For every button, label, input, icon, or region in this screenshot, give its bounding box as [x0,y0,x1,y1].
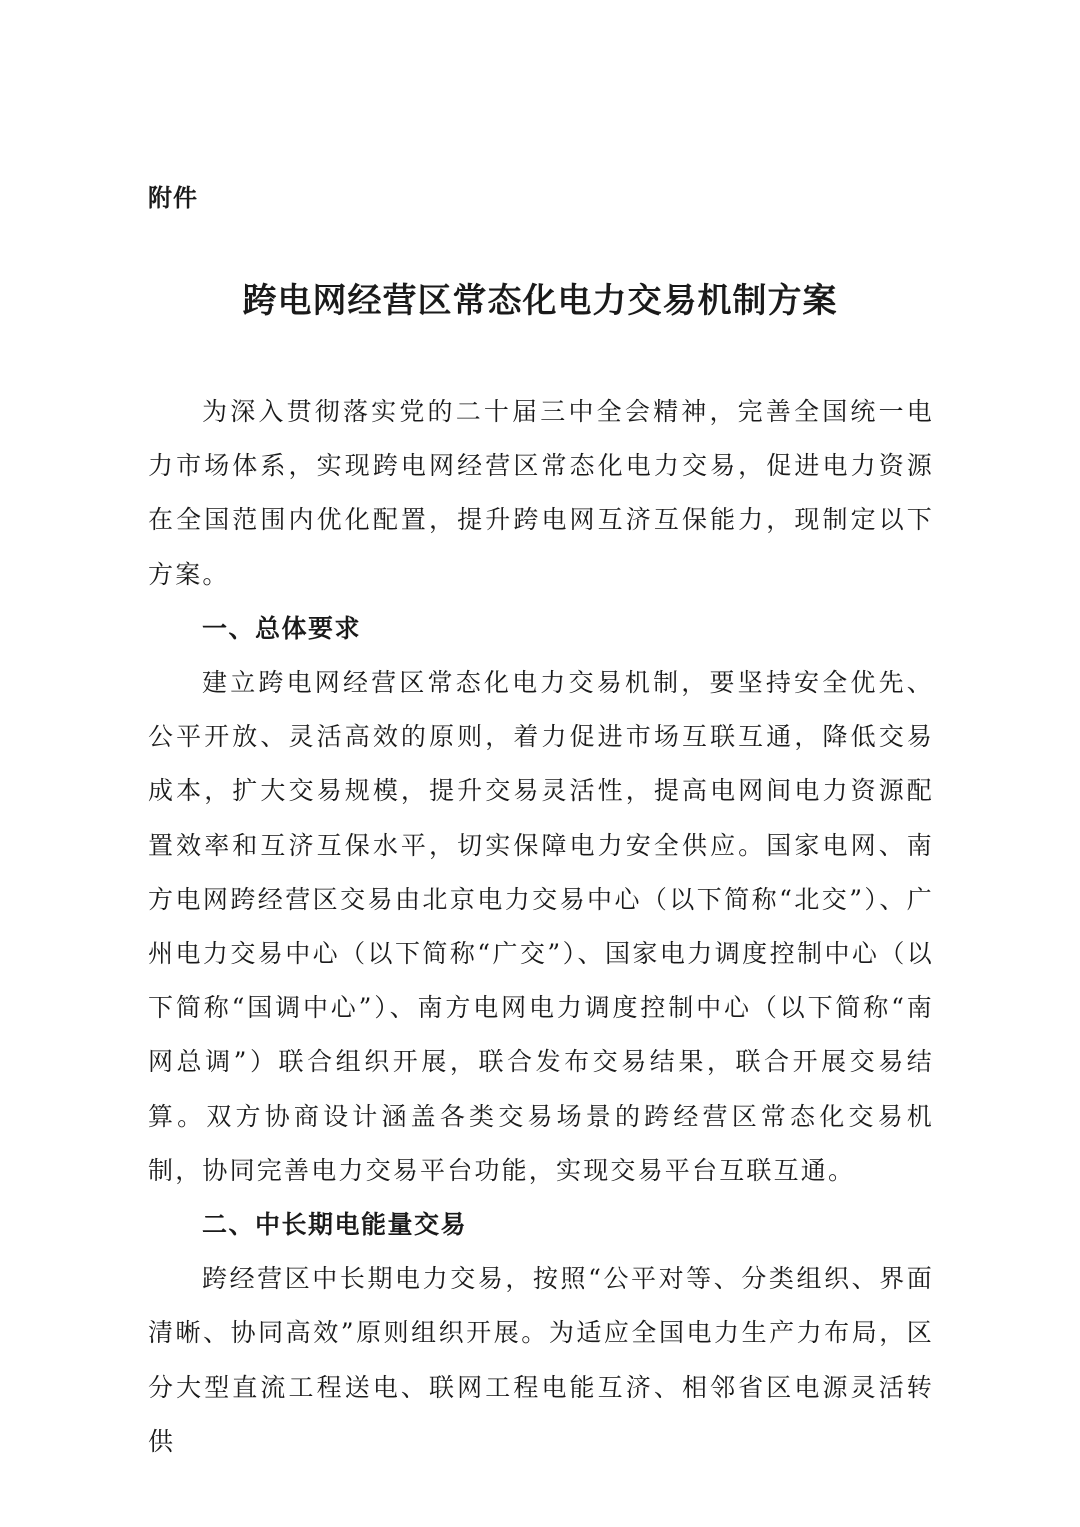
intro-paragraph: 为深入贯彻落实党的二十届三中全会精神，完善全国统一电力市场体系，实现跨电网经营区常态化电力交易，促进电力资源在全国范围内优化配置，提升跨电网互济互保能力，现制定以下方案。 [148,397,934,589]
section-paragraph-general-requirements: 建立跨电网经营区常态化电力交易机制，要坚持安全优先、公平开放、灵活高效的原则，着力促进市场互联互通，降低交易成本，扩大交易规模，提升交易灵活性，提高电网间电力资源配置效率和互济互保水平，切实保障电力安全供应。国家电网、南方电网跨经营区交易由北京电力交易中心（以下简称“北交”）、广州电力交易中心（以下简称“广交”）、国家电力调度控制中心（以下简称“国调中心”）、南方电网电力调度控制中心（以下简称“南网总调”）联合组织开展，联合发布交易结果，联合开展交易结算。双方协商设计涵盖各类交易场景的跨经营区常态化交易机制，协同完善电力交易平台功能，实现交易平台互联互通。 [148,668,934,1185]
section-paragraph-medium-long-term-trading: 跨经营区中长期电力交易，按照“公平对等、分类组织、界面清晰、协同高效”原则组织开展。为适应全国电力生产力布局，区分大型直流工程送电、联网工程电能互济、相邻省区电源灵活转供 [148,1264,934,1456]
document-body [148,385,934,1469]
attachment-label: 附件 [148,184,198,212]
section-heading-medium-long-term-trading: 二、中长期电能量交易 [202,1210,468,1240]
section-heading-general-requirements: 一、总体要求 [202,613,362,643]
document-title: 跨电网经营区常态化电力交易机制方案 [242,281,838,321]
